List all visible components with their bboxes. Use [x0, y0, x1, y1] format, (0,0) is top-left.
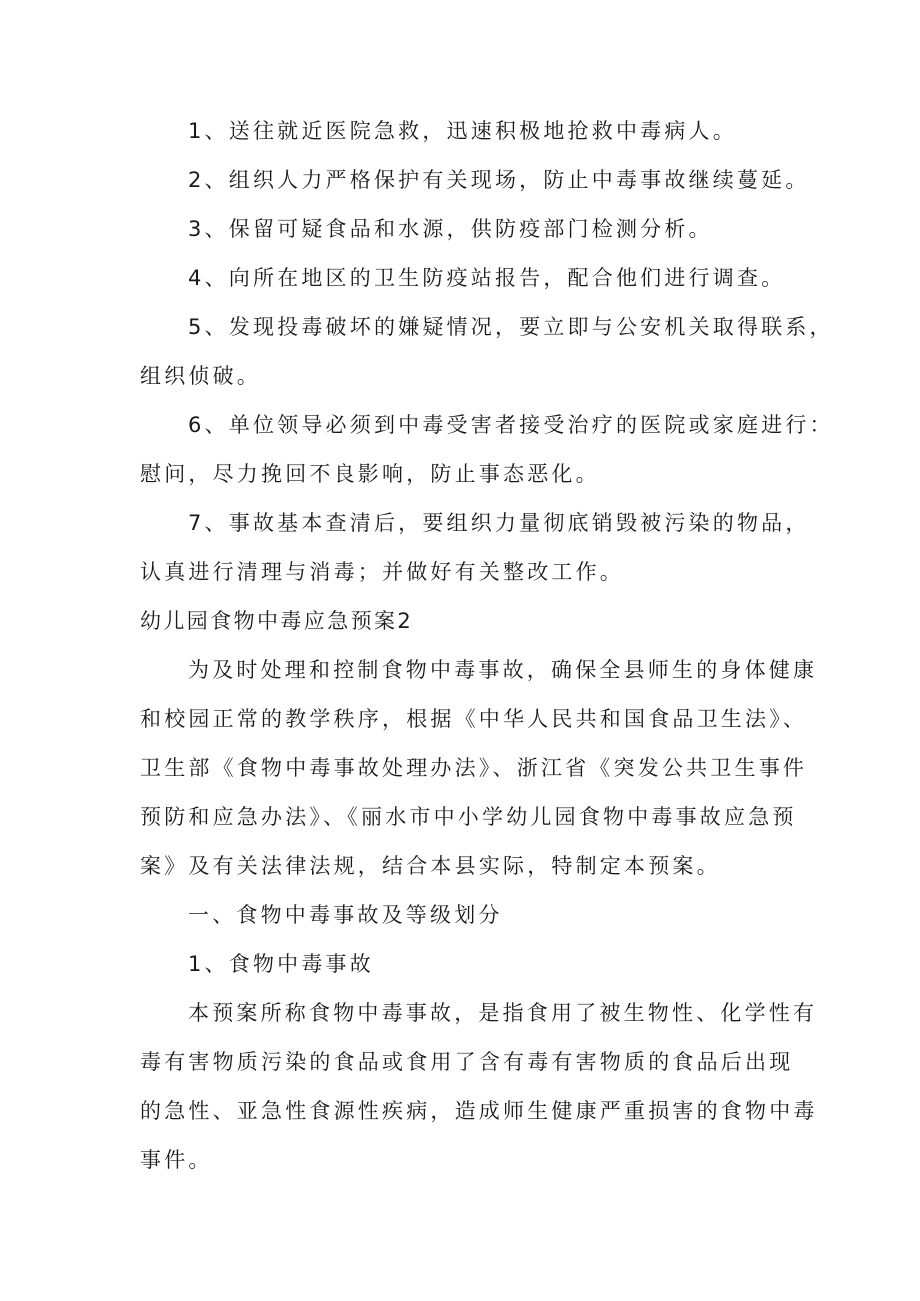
- list-item-6-line-2: 慰问，尽力挽回不良影响，防止事态恶化。: [140, 462, 600, 486]
- definition-paragraph-line-4: 事件。: [140, 1148, 213, 1172]
- list-item-1: 1、送往就近医院急救，迅速积极地抢救中毒病人。: [188, 119, 737, 143]
- definition-paragraph-line-1: 本预案所称食物中毒事故，是指食用了被生物性、化学性有: [188, 1001, 818, 1025]
- list-item-3: 3、保留可疑食品和水源，供防疫部门检测分析。: [188, 217, 713, 241]
- section-title: 幼儿园食物中毒应急预案2: [140, 609, 414, 633]
- intro-paragraph-line-2: 和校园正常的教学秩序，根据《中华人民共和国食品卫生法》、: [140, 707, 808, 731]
- list-item-5-line-2: 组织侦破。: [140, 364, 261, 388]
- definition-paragraph-line-2: 毒有害物质污染的食品或食用了含有毒有害物质的食品后出现: [140, 1050, 794, 1074]
- list-item-7-line-1: 7、事故基本查清后，要组织力量彻底销毁被污染的物品，: [188, 511, 810, 535]
- intro-paragraph-line-1: 为及时处理和控制食物中毒事故，确保全县师生的身体健康: [188, 658, 818, 682]
- definition-paragraph-line-3: 的急性、亚急性食源性疾病，造成师生健康严重损害的食物中毒: [140, 1099, 818, 1123]
- list-item-2: 2、组织人力严格保护有关现场，防止中毒事故继续蔓延。: [188, 168, 810, 192]
- subheading-1: 1、食物中毒事故: [188, 952, 374, 976]
- intro-paragraph-line-4: 预防和应急办法》、《丽水市中小学幼儿园食物中毒事故应急预: [140, 805, 797, 829]
- list-item-4: 4、向所在地区的卫生防疫站报告，配合他们进行调查。: [188, 266, 786, 290]
- intro-paragraph-line-3: 卫生部《食物中毒事故处理办法》、浙江省《突发公共卫生事件: [140, 756, 808, 780]
- list-item-6-line-1: 6、单位领导必须到中毒受害者接受治疗的医院或家庭进行：: [188, 413, 834, 437]
- intro-paragraph-line-5: 案》及有关法律法规，结合本县实际，特制定本预案。: [140, 854, 721, 878]
- heading-1: 一、食物中毒事故及等级划分: [188, 903, 503, 927]
- list-item-5-line-1: 5、发现投毒破坏的嫌疑情况，要立即与公安机关取得联系，: [188, 315, 834, 339]
- list-item-7-line-2: 认真进行清理与消毒；并做好有关整改工作。: [140, 560, 624, 584]
